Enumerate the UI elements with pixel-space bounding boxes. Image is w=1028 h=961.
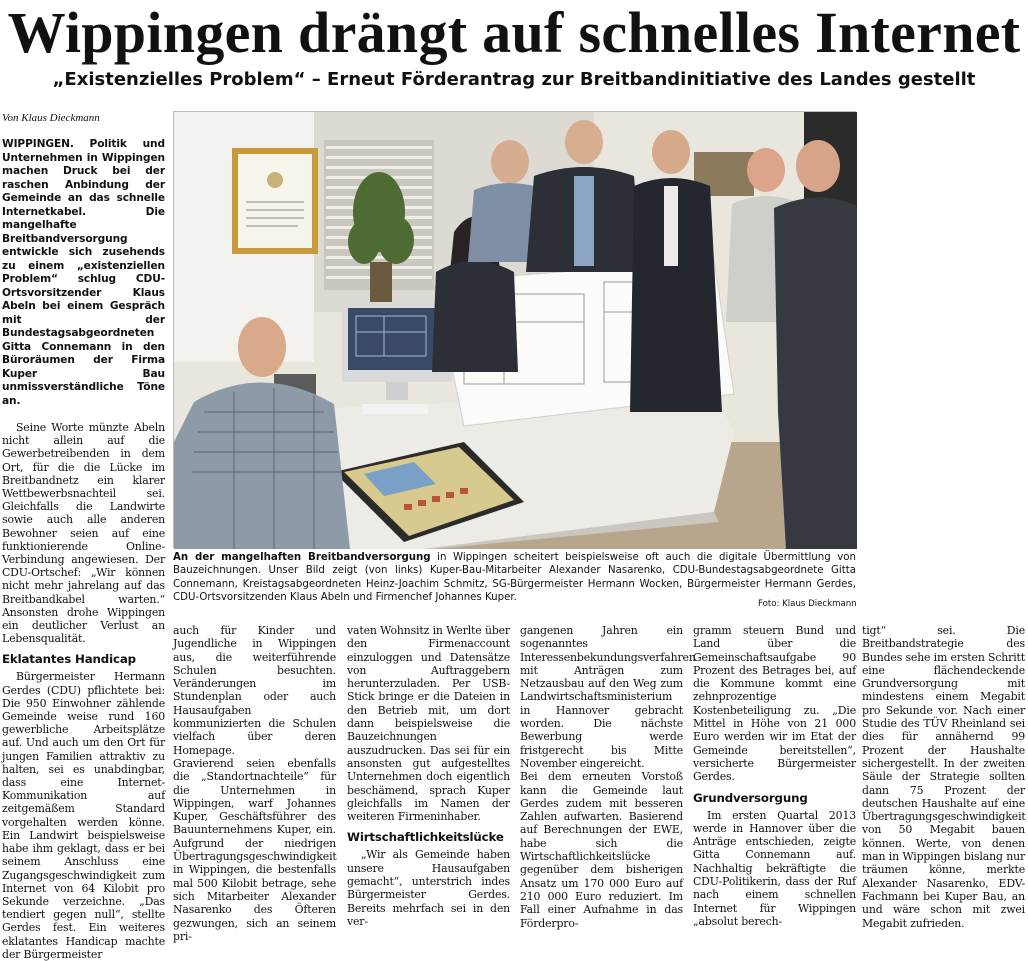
caption-lead: An der mangelhaften Breitbandversorgung — [173, 552, 431, 563]
paragraph: gangenen Jahren ein sogenanntes Interessenbekundungsverfahren mit Anträgen zum Netzausbau auf den Weg zum Landwirtschaftsministerium in Hannover gebracht worden. Die nächste Bewerbung werde fristgerecht bis Mitte November eingereicht. — [520, 624, 696, 770]
lead-text: WIPPINGEN. Politik und Unternehmen in Wippingen machen Druck bei der raschen Anbindung der Gemeinde an das schnelle Internetkabel. Die mangelhafte Breitbandversorgung entwickle sich zusehends zu einem „existenziellen Problem“ schlug CDU-Ortsvorsitzender Klaus Abeln bei einem Gespräch mit der Bundestagsabgeordneten Gitta Connemann in den Büroräumen der Firma Kuper Bau unmissverständliche Töne an. — [2, 138, 165, 407]
section-heading: Eklatantes Handicap — [2, 652, 136, 667]
body-text — [173, 624, 336, 943]
paragraph: auch für Kinder und Jugendliche in Wippingen aus, die weiterführende Schulen besuchten. Veränderungen im Stundenplan oder auch Hausaufgaben kommunizierten die Schulen vielfach über deren Homepage. — [173, 624, 336, 757]
paragraph: Seine Worte münzte Abeln nicht allein auf die Gewerbetreibenden in dem Ort, für die die Lücke im Breitbandnetz ein klarer Wettbewerbsnachteil sei. Gleichfalls die Landwirte sowie auch alle anderen Bewohner seien auf eine funktionierende Online-Verbindung angewiesen. Der CDU-Ortschef: „Wir können nicht mehr jahrelang auf das Breitbandkabel warten.“ Ansonsten drohe Wippingen ein deutlicher Verlust an Lebensqualität. — [2, 421, 165, 646]
office-scene-illustration — [174, 112, 857, 549]
body-text — [693, 624, 856, 928]
body-text — [862, 624, 1025, 930]
paragraph: Bei dem erneuten Vorstoß kann die Gemeinde laut Gerdes zudem mit besseren Zahlen aufwarten. Basierend auf Berechnungen der EWE, habe sich die Wirtschaftlichkeitslücke gegenüber dem bisherigen Ansatz um 170 000 Euro auf 210 000 Euro reduziert. Im Fall einer Aufnahme in das Förderpro- — [520, 770, 683, 930]
caption-text: in Wippingen scheitert beispielsweise oft auch die digitale Übermittlung von Bauzeichnungen. Unser Bild zeigt (von links) Kuper-Bau-Mitarbeiter Alexander Nasarenko, CDU-Bundestagsabgeordnete Gitta Connemann, Kreistagsabgeordneten Heinz-Joachim Schmitz, SG-Bürgermeister Hermann Wocken, Bürgermeister Hermann Gerdes, CDU-Ortsvorsitzenden Klaus Abeln und Firmenchef Johannes Kuper. — [173, 552, 856, 604]
article-column-4 — [520, 624, 696, 930]
body-text — [520, 624, 696, 930]
article-column-5 — [693, 624, 856, 928]
photo-credit: Foto: Klaus Dieckmann — [758, 599, 857, 609]
headline: Wippingen drängt auf schnelles Internet — [7, 0, 1021, 65]
section-heading: Grundversorgung — [693, 790, 808, 805]
paragraph: „Wir als Gemeinde haben unsere Hausaufgaben gemacht“, unterstrich indes Bürgermeister Gerdes. Bereits mehrfach sei in den ver- — [347, 848, 510, 928]
article-column-6 — [862, 624, 1025, 930]
paragraph: Gravierend seien ebenfalls die „Standortnachteile“ für die Unternehmen in Wippingen, warf Johannes Kuper, Geschäftsführer des Bauunternehmens Kuper, ein. Aufgrund der niedrigen Übertragungsgeschwindigkeit in Wippingen, die bestenfalls mal 500 Kilobit betrage, sehe sich Mitarbeiter Alexander Nasarenko des Öfteren gezwungen, sich an seinem pri- — [173, 756, 337, 943]
article-column-3 — [347, 624, 510, 928]
body-text — [347, 624, 510, 928]
paragraph: vaten Wohnsitz in Werlte über den Firmenaccount einzuloggen und Datensätze von Auftraggebern herunterzuladen. Per USB-Stick bringe er die Dateien in den Betrieb mit, um dort dann beispielsweise die Bauzeichnungen auszudrucken. Das sei für ein ansonsten gut aufgestelltes Unternehmen doch eigentlich beschämend, sprach Kuper gleichfalls im Namen der weiteren Firmeninhaber. — [347, 624, 510, 824]
byline: Von Klaus Dieckmann — [2, 112, 100, 124]
subheadline: „Existenzielles Problem“ – Erneut Förderantrag zur Breitbandinitiative des Landes gestellt — [52, 69, 976, 90]
article-column-2 — [173, 624, 336, 943]
photo-caption — [173, 551, 856, 605]
article-column-1 — [2, 138, 165, 961]
lead-paragraph — [2, 138, 165, 408]
paragraph: Bürgermeister Hermann Gerdes (CDU) pflichtete bei: Die 950 Einwohner zählende Gemeinde weise rund 160 gewerbliche Arbeitsplätze auf. Und auch um den Ort für jungen Familien attraktiv zu halten, sei es unabdingbar, dass eine Internet-Kommunikation auf zeitgemäßem Standard vorgehalten werden könne. Ein Landwirt beispielsweise habe ihm geklagt, dass er bei seinem Anschluss eine Zugangsgeschwindigkeit zum Internet von 64 Kilobit pro Sekunde verzeichne. „Das tendiert gegen null“, stellte Gerdes fest. Ein weiteres eklatantes Handicap machte der Bürgermeister — [2, 670, 165, 961]
section-heading: Wirtschaftlichkeitslücke — [347, 830, 504, 845]
paragraph: Im ersten Quartal 2013 werde in Hannover über die Anträge entschieden, zeigte Gitta Connemann auf. Nachhaltig bekräftigte die CDU-Politikerin, dass der Ruf nach einem schnellen Internet für Wippingen „absolut berech- — [693, 808, 856, 928]
paragraph: tigt“ sei. Die Breitbandstrategie des Bundes sehe im ersten Schritt eine flächendeckende Grundversorgung mit mindestens einem Megabit pro Sekunde vor. Nach einer Studie des TÜV Rheinland sei dies für annähernd 99 Prozent der Haushalte sichergestellt. In der zweiten Säule der Strategie sollten dann 75 Prozent der deutschen Haushalte auf eine Übertragungsgeschwindigkeit von 50 Megabit bauen können. Werte, von denen man in Wippingen bislang nur träumen könne, merkte Alexander Nasarenko, EDV-Fachmann bei Kuper Bau, an und wäre schon mit zwei Megabit zufrieden. — [862, 624, 1026, 930]
paragraph: gramm steuern Bund und Land über die Gemeinschaftsaufgabe 90 Prozent des Betrages bei, auf die Kommune kommt eine zehnprozentige Kostenbeteiligung zu. „Die Mittel in Höhe von 21 000 Euro werden wir im Etat der Gemeinde bereitstellen“, versicherte Bürgermeister Gerdes. — [693, 624, 856, 784]
article-photo — [173, 111, 856, 548]
body-text — [2, 421, 165, 961]
